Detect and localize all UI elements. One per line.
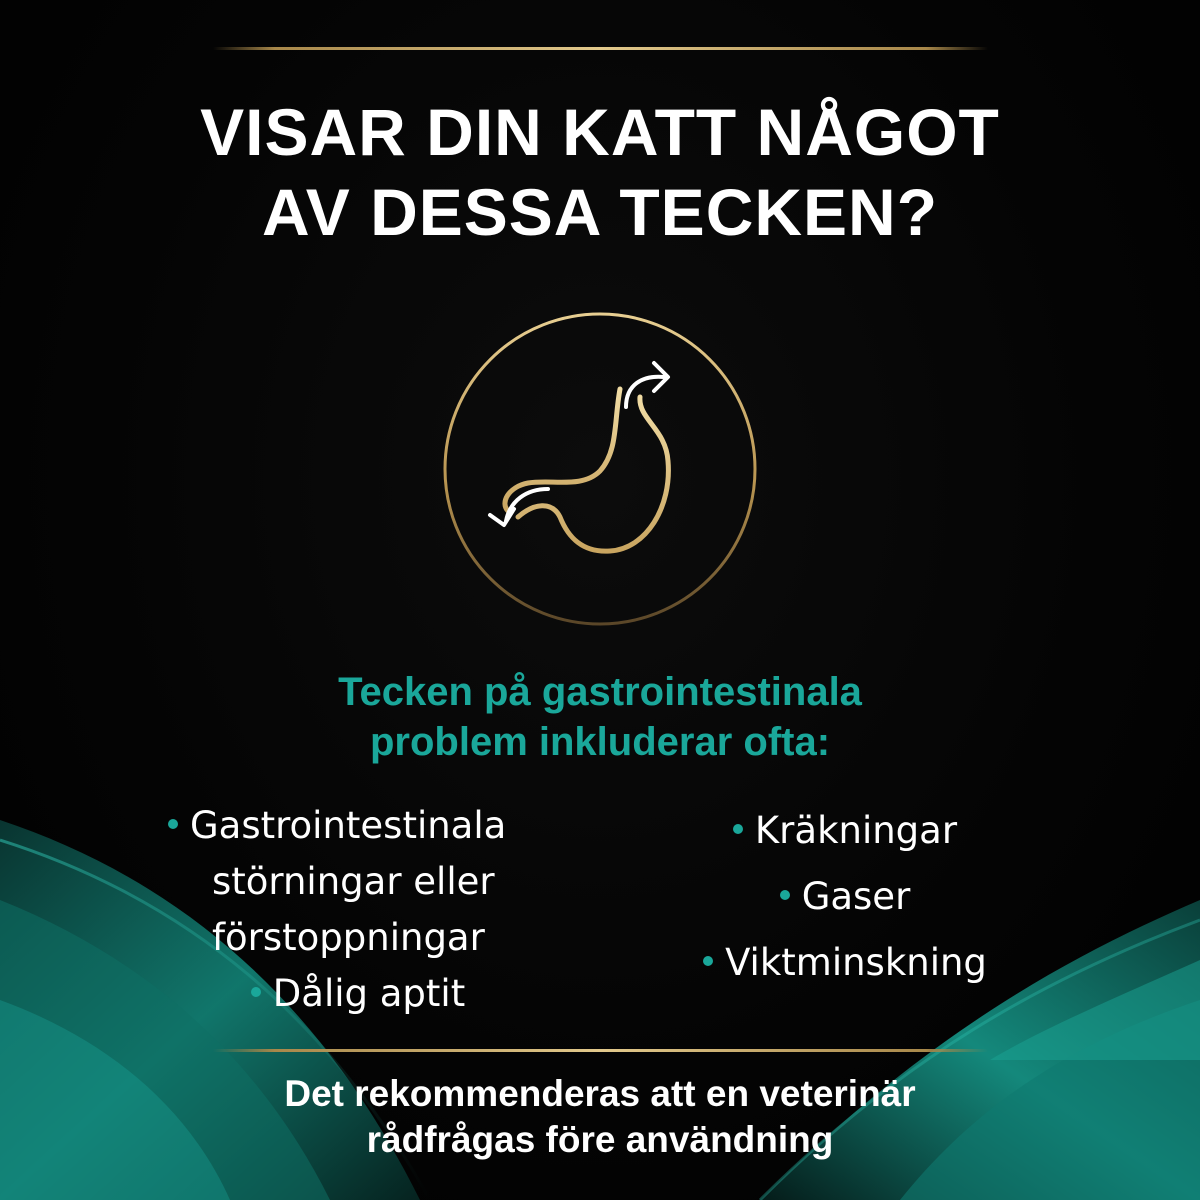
list-item: Dålig aptit <box>168 966 548 1022</box>
list-item-continuation: förstoppningar <box>212 916 485 959</box>
bullet-icon <box>780 890 790 900</box>
footer-disclaimer <box>0 1071 1200 1163</box>
list-item: Viktminskning <box>680 930 1010 996</box>
bullet-icon <box>733 824 743 834</box>
footer-line-1: Det rekommenderas att en veterinär <box>284 1073 916 1114</box>
list-item: Gastrointestinala <box>168 798 588 854</box>
headline-line-1: VISAR DIN KATT NÅGOT <box>200 95 1000 169</box>
list-item-continuation: störningar eller <box>212 860 495 903</box>
list-item: Gaser <box>680 864 1010 930</box>
stomach-icon <box>442 311 758 627</box>
bottom-gold-divider <box>213 1049 988 1052</box>
footer-line-2: rådfrågas före användning <box>366 1119 834 1160</box>
signs-heading-line-1: Tecken på gastrointestinala <box>338 670 862 714</box>
list-item: Kräkningar <box>680 798 1010 864</box>
signs-heading-line-2: problem inkluderar ofta: <box>369 720 831 764</box>
top-gold-divider <box>213 47 988 50</box>
bullet-icon <box>251 987 261 997</box>
bullet-icon <box>703 956 713 966</box>
headline-line-2: AV DESSA TECKEN? <box>261 175 939 249</box>
bullet-icon <box>168 819 178 829</box>
signs-heading <box>0 667 1200 767</box>
signs-list-left <box>168 798 588 1022</box>
headline <box>0 92 1200 252</box>
signs-list-right <box>680 798 1010 996</box>
